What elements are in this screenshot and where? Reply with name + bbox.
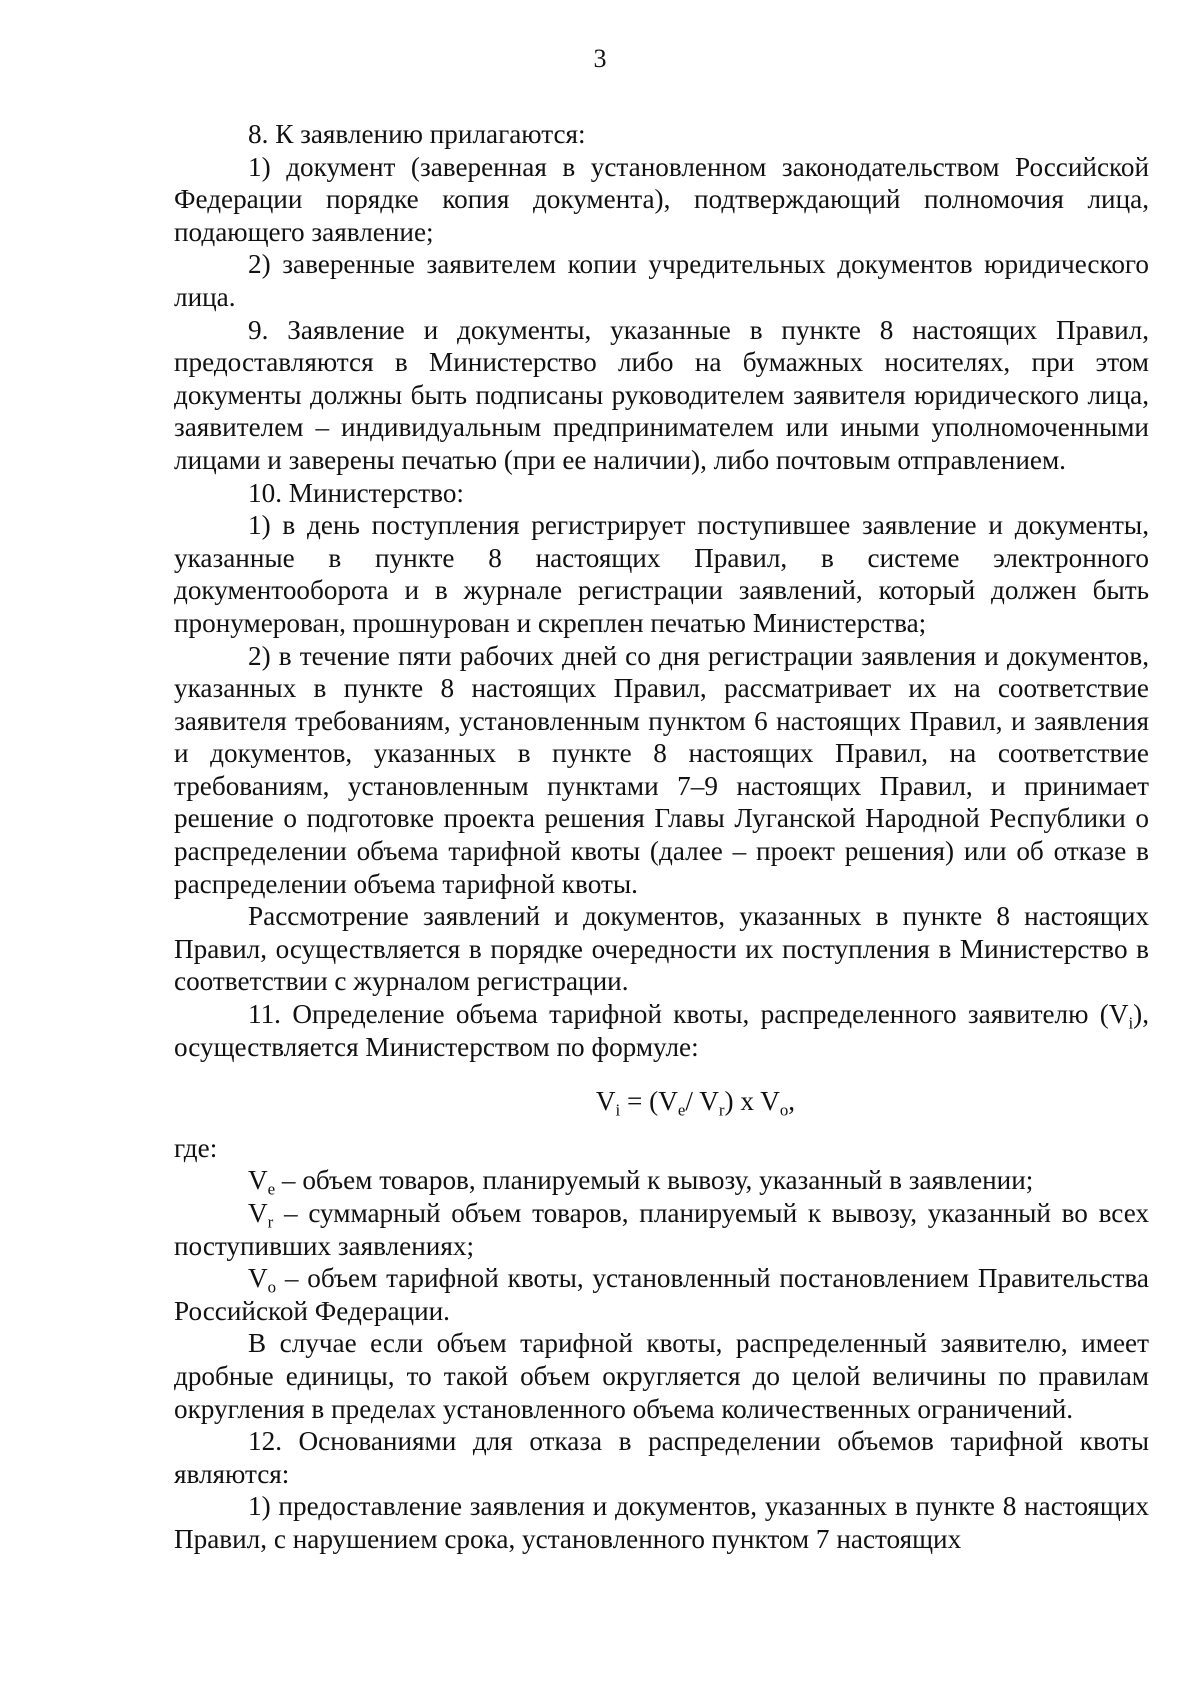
paragraph-9: 9. Заявление и документы, указанные в пункте 8 настоящих Правил, предоставляются в Министерство либо на бумажных носителях, при этом документы должны быть подписаны руководителем заявителя юридического лица, заявителем – индивидуальным предпринимателем или иными уполномоченными лицами и заверены печатью (при ее наличии), либо почтовым отправлением. [174, 314, 1149, 475]
paragraph-10-note: Рассмотрение заявлений и документов, указанных в пункте 8 настоящих Правил, осуществляется в порядке очередности их поступления в Министерство в соответствии с журналом регистрации. [174, 901, 1149, 997]
formula-sub-i: i [615, 1100, 621, 1120]
vo-letter: V [248, 1263, 268, 1294]
rounding-paragraph: В случае если объем тарифной квоты, распределенный заявителю, имеет дробные единицы, то такой объем округляется до целой величины по правилам округления в пределах установленного объема количественных ограничений. [174, 1328, 1149, 1424]
paragraph-12: 12. Основаниями для отказа в распределении объемов тарифной квоты являются: [174, 1426, 1149, 1489]
paragraph-10: 10. Министерство: [248, 477, 464, 508]
page-number: 3 [593, 44, 607, 73]
paragraph-8-item-2: 2) заверенные заявителем копии учредительных документов юридического лица. [174, 249, 1149, 312]
vr-text: – суммарный объем товаров, планируемый к вывозу, указанный во всех поступивших заявлениях; [174, 1198, 1149, 1261]
vr-subscript: r [267, 1212, 274, 1232]
ve-text: – объем товаров, планируемый к вывозу, указанный в заявлении; [275, 1165, 1034, 1196]
paragraph-11-tail: ), осуществляется Министерством по формуле: [174, 999, 1149, 1062]
formula-end: , [788, 1086, 796, 1117]
vo-text: – объем тарифной квоты, установленный постановлением Правительства Российской Федерации. [174, 1263, 1149, 1326]
paragraph-8: 8. К заявлению прилагаются: [248, 119, 586, 149]
paragraph-12-item-1: 1) предоставление заявления и документов, указанных в пункте 8 настоящих Правил, с нарушением срока, установленного пунктом 7 настоящих [174, 1491, 1149, 1554]
paragraph-8-item-1: 1) документ (заверенная в установленном законодательством Российской Федерации порядке копия документа), подтверждающий полномочия лица, подающего заявление; [174, 151, 1149, 247]
formula-sub-e: e [677, 1100, 686, 1120]
formula-close-x: ) x V [724, 1086, 780, 1117]
definition-vr [174, 1197, 1149, 1262]
paragraph-11-text: 11. Определение объема тарифной квоты, распределенного заявителю (V [248, 999, 1129, 1030]
paragraph-10-item-1: 1) в день поступления регистрирует поступившее заявление и документы, указанные в пункте 8 настоящих Правил, в системе электронного документооборота и в журнале регистрации заявлений, который должен быть пронумерован, прошнурован и скреплен печатью Министерства; [174, 510, 1149, 638]
formula-slash: / V [685, 1086, 719, 1117]
formula-eq-open: = (V [620, 1086, 678, 1117]
vo-subscript: o [267, 1277, 277, 1297]
quota-formula [174, 1063, 1149, 1132]
ve-letter: V [248, 1165, 268, 1196]
document-body [174, 118, 1149, 1556]
definition-ve [174, 1164, 1149, 1197]
paragraph-11 [174, 998, 1149, 1063]
ve-subscript: e [267, 1179, 276, 1199]
where-label: где: [174, 1132, 218, 1163]
definition-vo [174, 1262, 1149, 1327]
paragraph-11-subscript: i [1128, 1013, 1134, 1033]
paragraph-10-item-2: 2) в течение пяти рабочих дней со дня регистрации заявления и документов, указанных в пункте 8 настоящих Правил, рассматривает их на соответствие заявителя требованиям, установленным пунктом 6 настоящих Правил, и заявления и документов, указанных в пункте 8 настоящих Правил, на соответствие требованиям, установленным пунктами 7–9 настоящих Правил, и принимает решение о подготовке проекта решения Главы Луганской Народной Республики о распределении объема тарифной квоты (далее – проект решения) или об отказе в распределении объема тарифной квоты. [174, 640, 1149, 899]
vr-letter: V [248, 1198, 268, 1228]
formula-sub-o: o [779, 1100, 789, 1120]
formula-sub-r: r [718, 1100, 725, 1120]
formula-v: V [595, 1086, 616, 1117]
